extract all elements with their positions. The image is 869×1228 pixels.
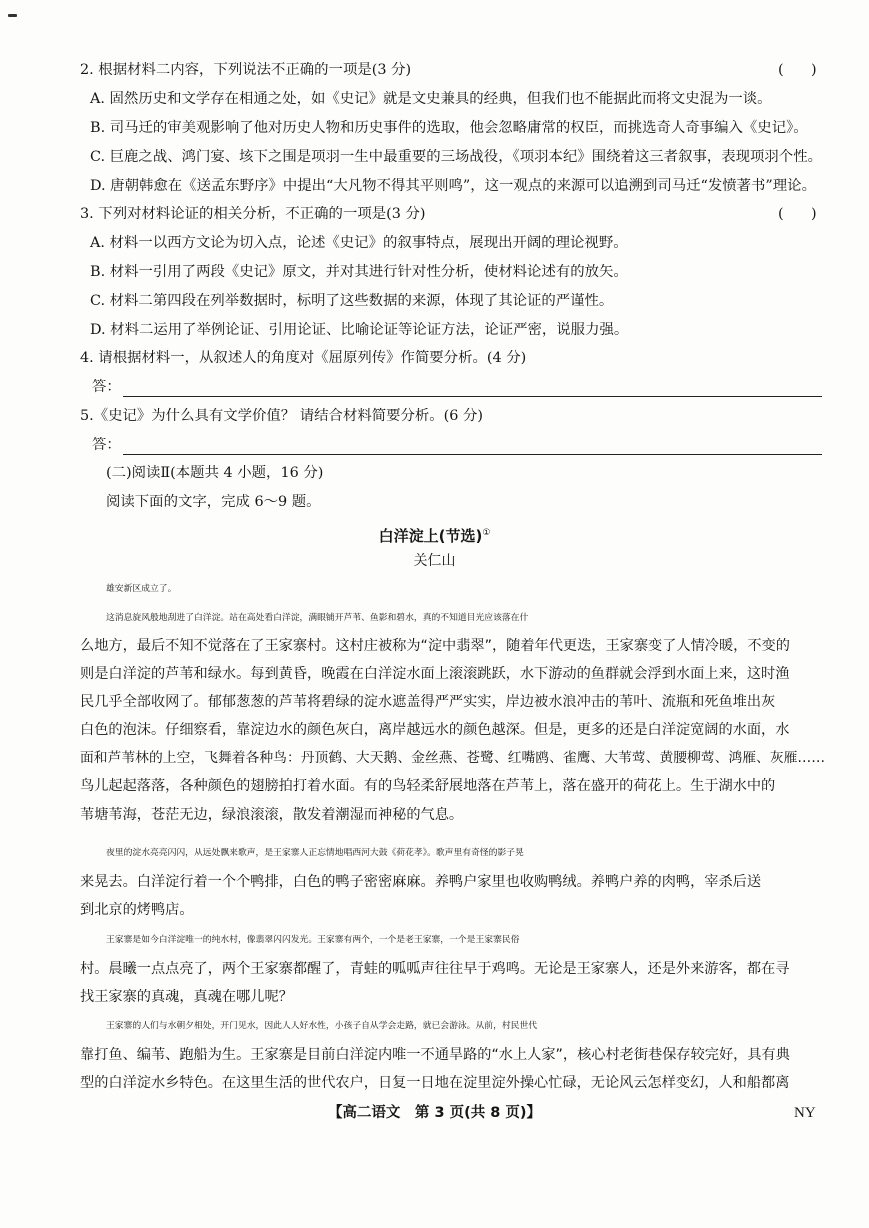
question-3-answer-bracket: ( ) xyxy=(778,206,817,222)
question-4-answer-row xyxy=(92,377,822,397)
page-footer: 【高二语文 第 3 页(共 8 页)】 xyxy=(327,1105,542,1121)
article-line: 雄安新区成立了。 xyxy=(106,584,177,594)
article-line: 则是白洋淀的芦苇和绿水。每到黄昏，晚霞在白洋淀水面上滚滚跳跃，水下游动的鱼群就会浮到水面上来，这时渔 xyxy=(80,666,790,682)
section-heading: (二)阅读Ⅱ(本题共 4 小题，16 分) xyxy=(106,465,324,481)
article-line: 王家寨是如今白洋淀唯一的纯水村，像翡翠闪闪发光。王家寨有两个，一个是老王家寨，一个是王家寨民俗 xyxy=(106,935,520,945)
question-2-option-b: B. 司马迁的审美观影响了他对历史人物和历史事件的选取，他会忽略庸常的权臣，而挑选奇人奇事编入《史记》。 xyxy=(90,120,808,136)
article-line: 到北京的烤鸭店。 xyxy=(80,902,194,918)
scan-mark xyxy=(8,14,17,17)
question-2-option-c: C. 巨鹿之战、鸿门宴、垓下之围是项羽一生中最重要的三场战役，《项羽本纪》围绕着这三者叙事，表现项羽个性。 xyxy=(90,149,822,165)
article-line: 型的白洋淀水乡特色。在这里生活的世代农户，日复一日地在淀里淀外操心忙碌，无论风云怎样变幻，人和船都离 xyxy=(80,1075,790,1091)
article-line: 白色的泡沫。仔细察看，靠淀边水的颜色灰白，离岸越远水的颜色越深。但是，更多的还是白洋淀宽阔的水面，水 xyxy=(80,722,790,738)
footer-code: NY xyxy=(794,1105,816,1121)
answer-label: 答： xyxy=(92,437,121,453)
question-4-stem: 4. 请根据材料一，从叙述人的角度对《屈原列传》作简要分析。(4 分) xyxy=(80,350,527,366)
question-3-option-b: B. 材料一引用了两段《史记》原文，并对其进行针对性分析，使材料论述有的放矢。 xyxy=(90,264,628,280)
article-line: 么地方，最后不知不觉落在了王家寨村。这村庄被称为“淀中翡翠”，随着年代更迭，王家寨变了人情冷暖，不变的 xyxy=(80,638,790,654)
section-instruction: 阅读下面的文字，完成 6～9 题。 xyxy=(106,494,321,510)
answer-label: 答： xyxy=(92,379,121,395)
question-2-option-a: A. 固然历史和文学存在相通之处，如《史记》就是文史兼具的经典，但我们也不能据此而将文史混为一谈。 xyxy=(90,91,772,107)
question-2-stem: 2. 根据材料二内容，下列说法不正确的一项是(3 分) xyxy=(80,62,412,78)
question-2-option-d: D. 唐朝韩愈在《送孟东野序》中提出“大凡物不得其平则鸣”，这一观点的来源可以追溯到司马迁“发愤著书”理论。 xyxy=(90,178,816,194)
question-3-option-c: C. 材料二第四段在列举数据时，标明了这些数据的来源，体现了其论证的严谨性。 xyxy=(90,293,614,309)
article-line: 靠打鱼、编苇、跑船为生。王家寨是目前白洋淀内唯一不通旱路的“水上人家”，核心村老街巷保存较完好，具有典 xyxy=(80,1047,790,1063)
article-title-text: 白洋淀上(节选) xyxy=(378,527,483,545)
question-3-option-a: A. 材料一以西方文论为切入点，论述《史记》的叙事特点，展现出开阔的理论视野。 xyxy=(90,235,628,251)
article-line: 来晃去。白洋淀行着一个个鸭排，白色的鸭子密密麻麻。养鸭户家里也收购鸭绒。养鸭户养的肉鸭，宰杀后送 xyxy=(80,874,762,890)
article-line: 民几乎全部收网了。郁郁葱葱的芦苇将碧绿的淀水遮盖得严严实实，岸边被水浪冲击的苇叶、流瓶和死鱼堆出灰 xyxy=(80,694,776,710)
article-line: 王家寨的人们与水朝夕相处，开门见水，因此人人好水性，小孩子自从学会走路，就已会游泳。从前，村民世代 xyxy=(106,1021,538,1031)
question-2-answer-bracket: ( ) xyxy=(778,62,817,78)
question-3-option-d: D. 材料二运用了举例论证、引用论证、比喻论证等论证方法，论证严密，说服力强。 xyxy=(90,322,629,338)
article-author: 关仁山 xyxy=(413,553,456,569)
article-title xyxy=(0,523,869,546)
article-line: 村。晨曦一点点亮了，两个王家寨都醒了，青蛙的呱呱声往往早于鸡鸣。无论是王家寨人，还是外来游客，都在寻 xyxy=(80,961,790,977)
question-5-answer-row xyxy=(92,435,822,455)
question-5-stem: 5.《史记》为什么具有文学价值？ 请结合材料简要分析。(6 分) xyxy=(80,408,484,424)
footnote-mark: ① xyxy=(482,528,491,538)
answer-writing-line[interactable] xyxy=(123,438,822,455)
article-line: 这消息旋风般地刮进了白洋淀。站在高处看白洋淀，满眼铺开芦苇、鱼影和碧水，真的不知道目光应该落在什 xyxy=(106,613,529,623)
article-line: 鸟儿起起落落，各种颜色的翅膀拍打着水面。有的鸟轻柔舒展地落在芦苇上，落在盛开的荷花上。生于湖水中的 xyxy=(80,778,776,794)
answer-writing-line[interactable] xyxy=(123,380,822,397)
article-line: 面和芦苇林的上空，飞舞着各种鸟：丹顶鹤、大天鹅、金丝燕、苍鹭、红嘴鸥、雀鹰、大苇莺、黄腰柳莺、鸿雁、灰雁…… xyxy=(80,750,826,766)
question-3-stem: 3. 下列对材料论证的相关分析，不正确的一项是(3 分) xyxy=(80,206,426,222)
article-line: 夜里的淀水亮亮闪闪，从远处飘来歌声，是王家寨人正忘情地唱西河大鼓《荷花孝》。歌声里有奇怪的影子晃 xyxy=(106,848,524,858)
article-line: 找王家寨的真魂，真魂在哪儿呢？ xyxy=(80,989,293,1005)
article-line: 苇塘苇海，苍茫无边，绿浪滚滚，散发着潮湿而神秘的气息。 xyxy=(80,807,464,823)
